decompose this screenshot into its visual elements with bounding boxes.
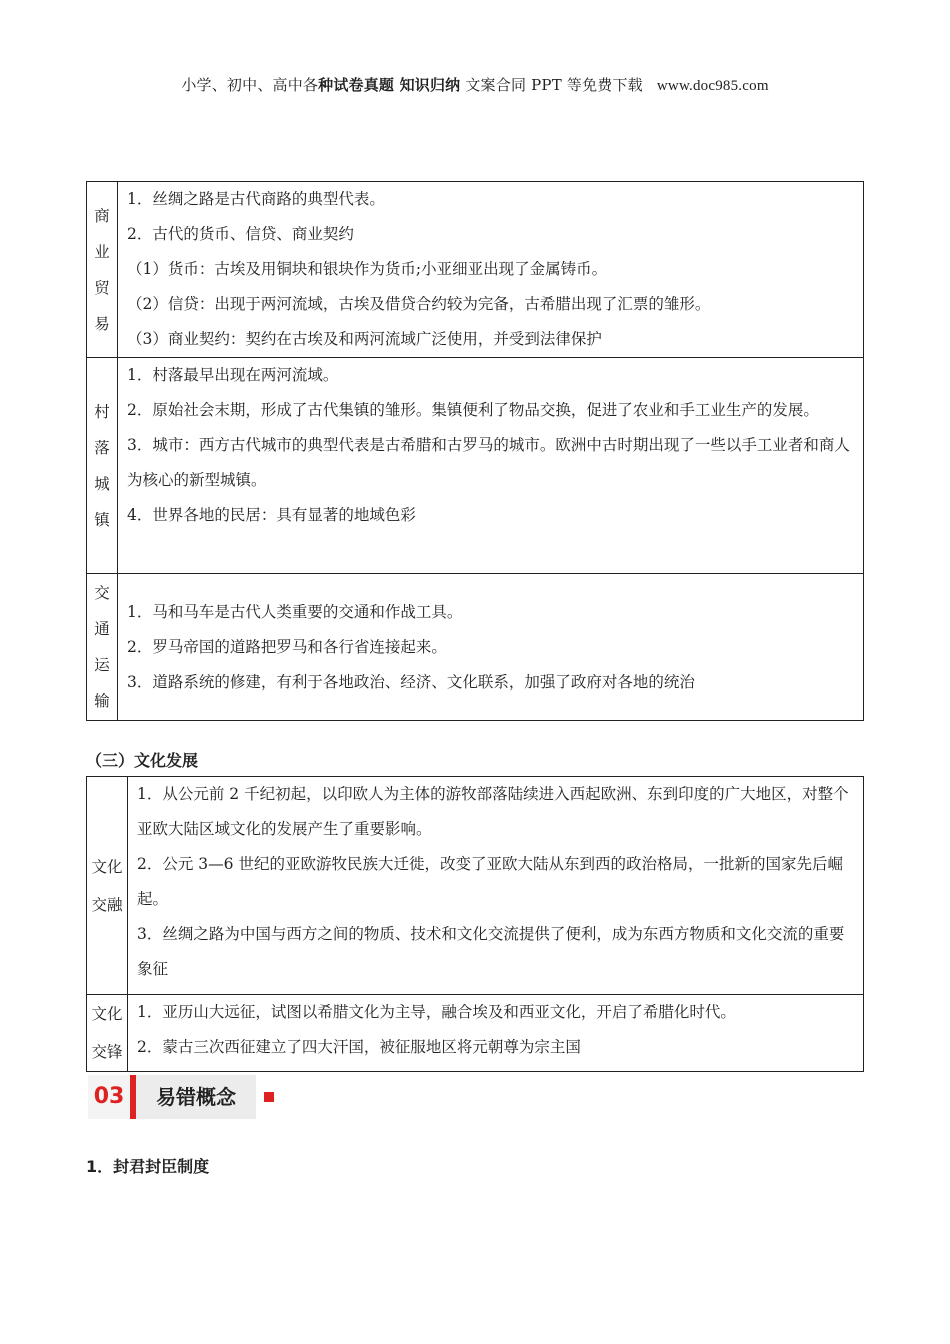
square-icon: [264, 1092, 274, 1102]
content-line: 1．亚历山大远征，试图以希腊文化为主导，融合埃及和西亚文化，开启了希腊化时代。: [137, 1003, 736, 1021]
category-char: 输: [94, 692, 110, 710]
content-line: 3．丝绸之路为中国与西方之间的物质、技术和文化交流提供了便利，成为东西方物质和文化交流的重要象征: [137, 925, 845, 978]
category-char: 落: [94, 438, 110, 457]
content-cell: [128, 995, 864, 1072]
table-row: [87, 358, 864, 574]
section-number: 03: [88, 1075, 130, 1119]
content-cell: [128, 777, 864, 995]
header-text-2: 种试卷真题: [318, 76, 395, 94]
content-cell: [118, 358, 864, 574]
page-header: [0, 74, 950, 95]
category-cell: [87, 995, 128, 1072]
content-line: 2．罗马帝国的道路把罗马和各行省连接起来。: [127, 637, 447, 656]
content-line: 2．古代的货币、信贷、商业契约: [127, 225, 354, 243]
header-text-4: 文案合同 PPT 等免费下载: [460, 76, 643, 94]
category-cell: [87, 182, 118, 358]
section-badge: [88, 1075, 278, 1119]
category-char: 交: [94, 584, 110, 602]
header-text-1: 小学、初中、高中各: [181, 76, 319, 94]
content-line: 2．公元 3—6 世纪的亚欧游牧民族大迁徙，改变了亚欧大陆从东到西的政治格局，一批新的国家先后崛起。: [137, 855, 843, 908]
content-line: 3．城市：西方古代城市的典型代表是古希腊和古罗马的城市。欧洲中古时期出现了一些以手工业者和商人为核心的新型城镇。: [127, 436, 850, 489]
category-char: 城: [94, 474, 110, 493]
category-char: 易: [94, 314, 110, 333]
content-line: 2．蒙古三次西征建立了四大汗国，被征服地区将元朝尊为宗主国: [137, 1038, 581, 1056]
header-text-3: 知识归纳: [394, 76, 461, 94]
category-char: 文化: [91, 1005, 123, 1023]
table-row: [87, 777, 864, 995]
category-cell: [87, 574, 118, 721]
category-char: 业: [94, 242, 110, 261]
category-cell: [87, 358, 118, 574]
category-char: 交融: [91, 895, 123, 914]
section-heading: （三）文化发展: [86, 751, 199, 770]
content-cell: [118, 574, 864, 721]
category-char: 交锋: [91, 1043, 123, 1061]
header-url-link[interactable]: www.doc985.com: [656, 78, 769, 94]
table-row: [87, 995, 864, 1072]
content-line: 1．丝绸之路是古代商路的典型代表。: [127, 190, 385, 208]
content-line: （2）信贷：出现于两河流域，古埃及借贷合约较为完备，古希腊出现了汇票的雏形。: [127, 295, 711, 313]
content-line: 2．原始社会末期，形成了古代集镇的雏形。集镇便利了物品交换，促进了农业和手工业生产的发展。: [127, 401, 819, 419]
section-title: 易错概念: [136, 1075, 256, 1119]
content-cell: [118, 182, 864, 358]
content-line: 1．村落最早出现在两河流域。: [127, 366, 339, 384]
culture-table: [86, 776, 864, 1072]
content-line: 1．从公元前 2 千纪初起，以印欧人为主体的游牧部落陆续进入西起欧洲、东到印度的广大地区，对整个亚欧大陆区域文化的发展产生了重要影响。: [137, 785, 849, 838]
table-row: [87, 182, 864, 358]
category-char: 文化: [91, 857, 123, 876]
category-cell: [87, 777, 128, 995]
category-char: 贸: [94, 278, 110, 297]
category-char: 商: [94, 206, 110, 225]
category-char: 通: [94, 620, 110, 638]
content-line: 4．世界各地的民居：具有显著的地域色彩: [127, 506, 416, 524]
subheading: 1．封君封臣制度: [86, 1157, 210, 1176]
content-line: （3）商业契约：契约在古埃及和两河流域广泛使用，并受到法律保护: [127, 330, 602, 348]
economy-table: [86, 181, 864, 721]
category-char: 村: [94, 402, 110, 421]
content-line: 3．道路系统的修建，有利于各地政治、经济、文化联系，加强了政府对各地的统治: [127, 672, 695, 691]
content-line: 1．马和马车是古代人类重要的交通和作战工具。: [127, 602, 463, 621]
category-char: 运: [94, 656, 110, 674]
table-row: [87, 574, 864, 721]
category-char: 镇: [94, 510, 110, 529]
content-line: （1）货币：古埃及用铜块和银块作为货币;小亚细亚出现了金属铸币。: [127, 260, 608, 278]
